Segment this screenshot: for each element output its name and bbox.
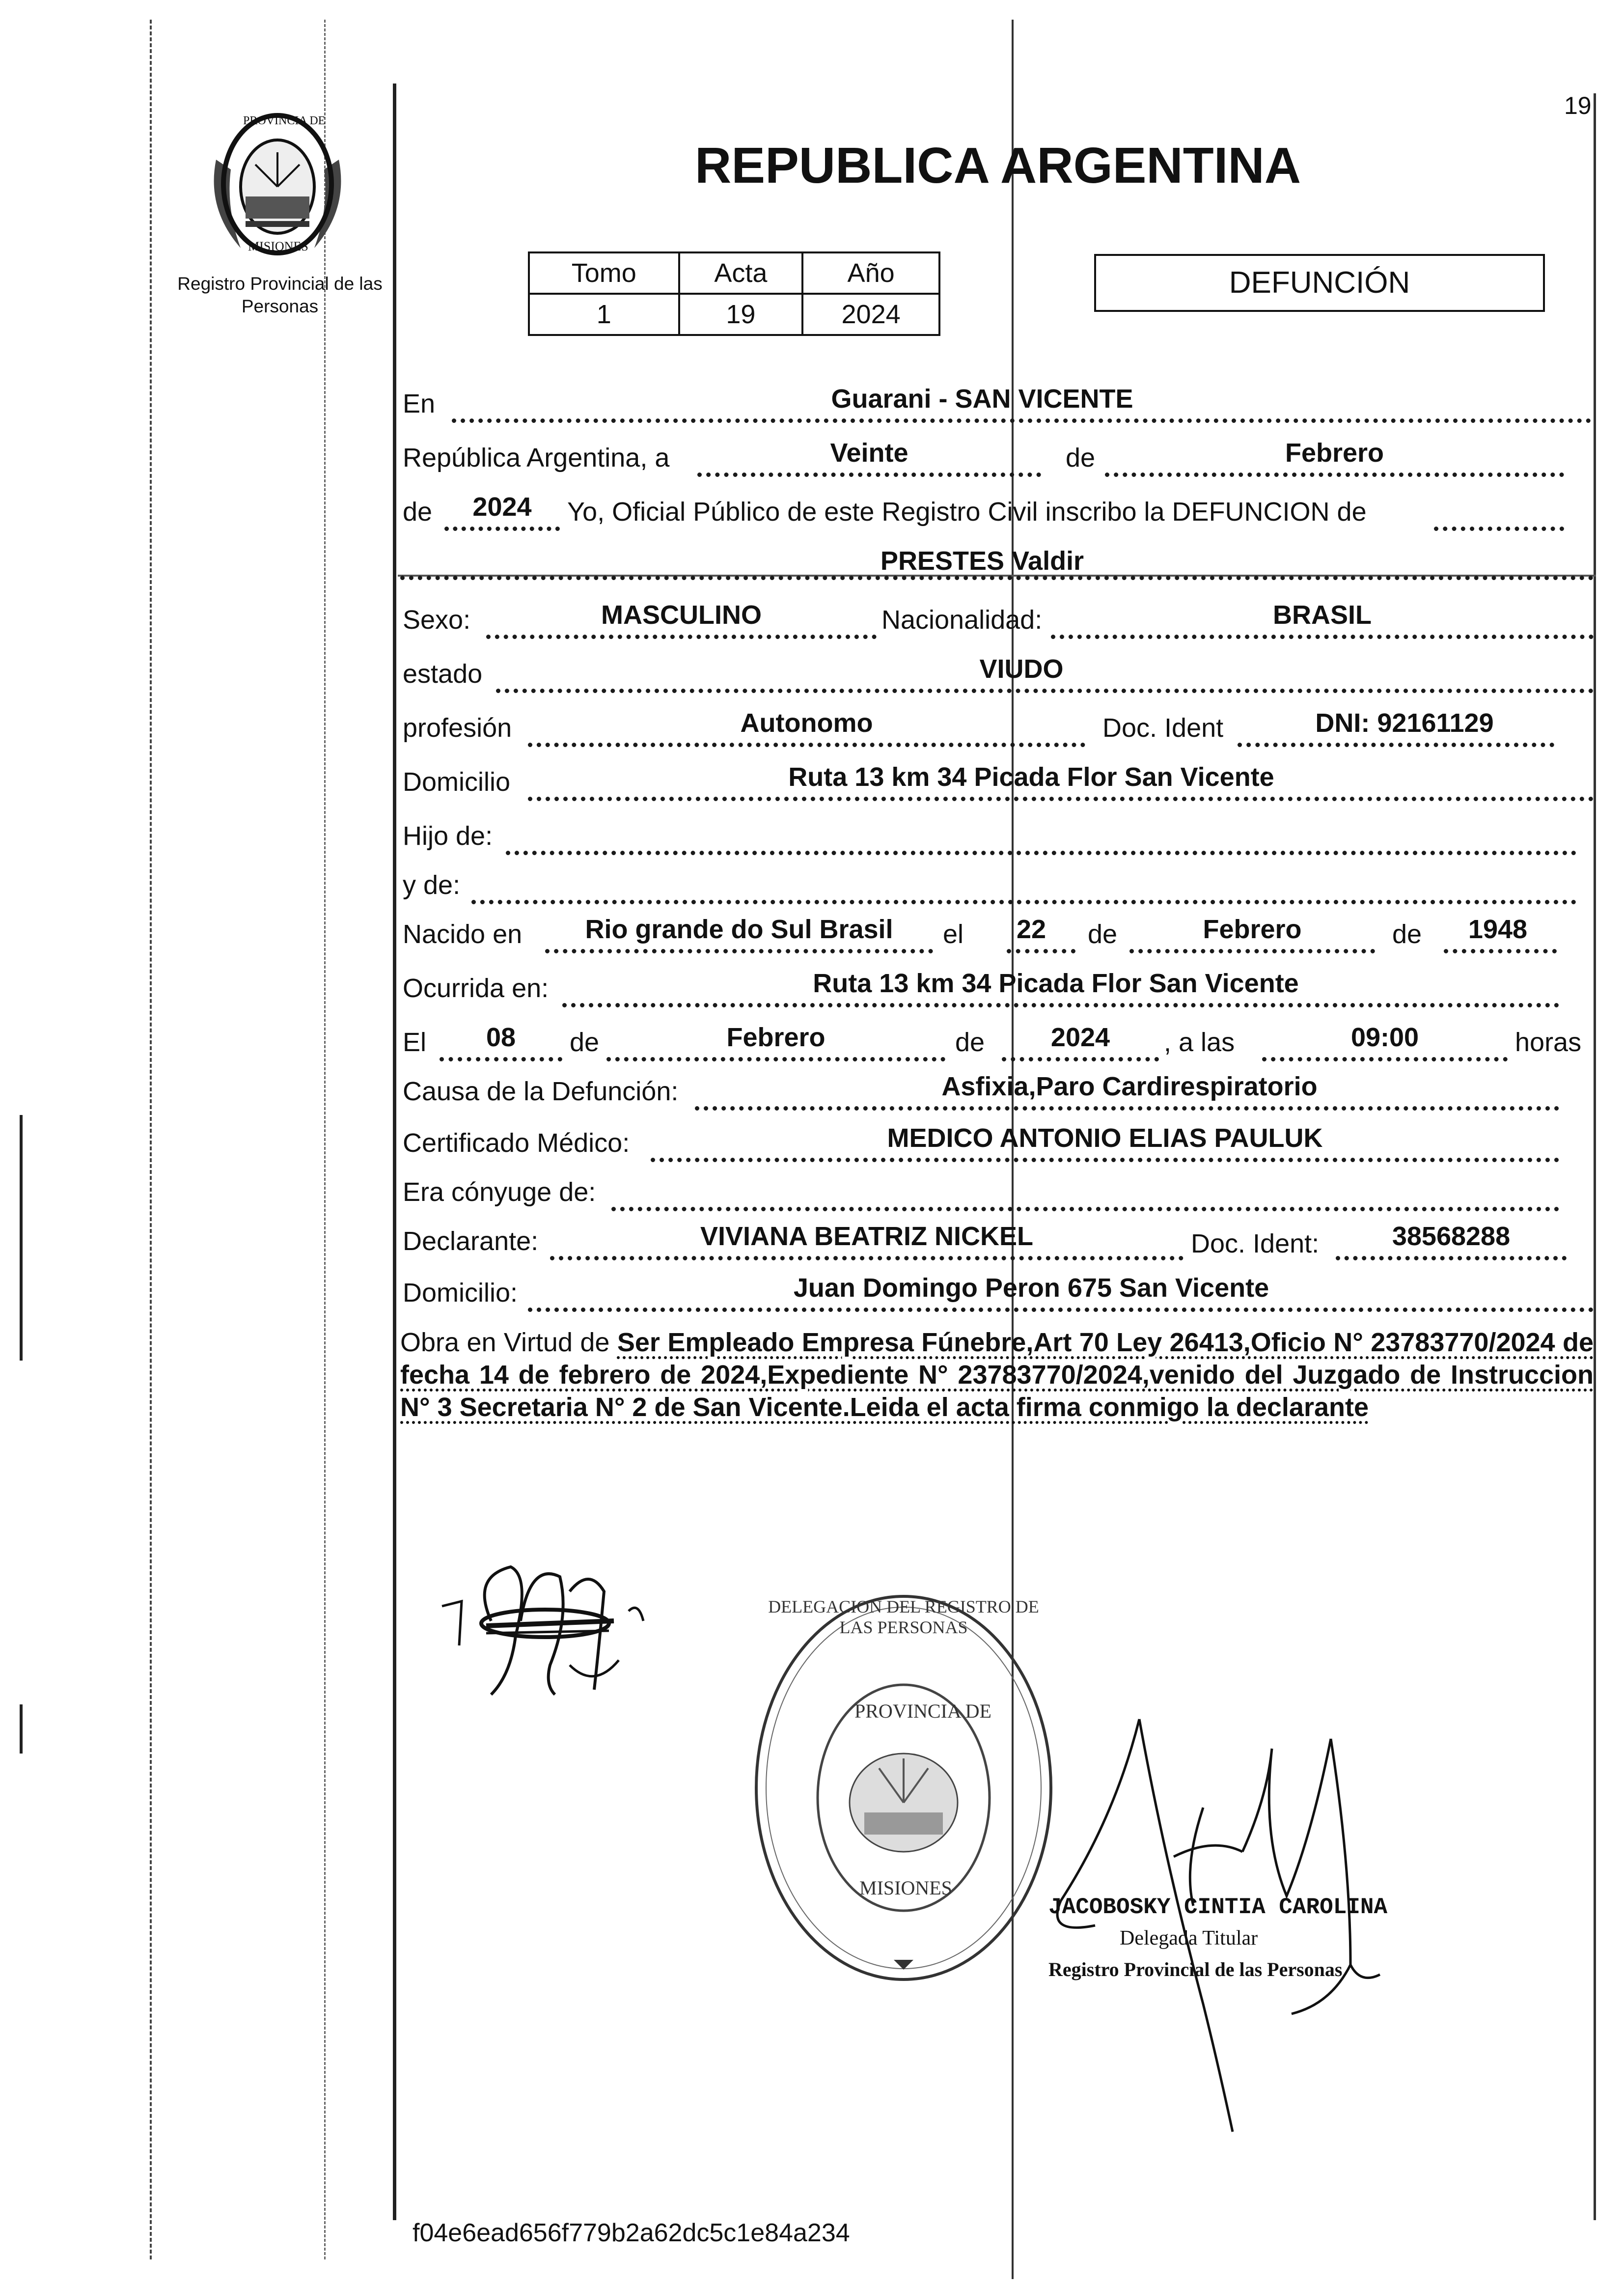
death-time-dots	[1262, 1057, 1508, 1061]
causa-value: Asfixia,Paro Cardirespiratorio	[941, 1072, 1318, 1101]
ocurrida-dots	[562, 1003, 1559, 1007]
obra-label: Obra en Virtud de	[400, 1328, 610, 1357]
death-year-dots	[1002, 1057, 1159, 1061]
ref-value-acta: 19	[679, 294, 803, 335]
birth-year-dots	[1444, 949, 1557, 953]
profesion-dots	[528, 743, 1085, 747]
estado-label: estado	[403, 659, 483, 689]
left-edge-mark-2	[20, 1704, 23, 1754]
ref-header-tomo: Tomo	[529, 252, 679, 294]
year-dots	[444, 527, 560, 531]
de-label-6: de	[955, 1028, 985, 1057]
doc-dots	[1238, 743, 1554, 747]
el-label: el	[943, 919, 964, 949]
declarante-value: VIVIANA BEATRIZ NICKEL	[700, 1222, 1033, 1251]
ref-header-acta: Acta	[679, 252, 803, 294]
nacido-label: Nacido en	[403, 919, 523, 949]
ref-value-ano: 2024	[802, 294, 939, 335]
nacionalidad-value: BRASIL	[1273, 600, 1372, 630]
profesion-label: profesión	[403, 713, 512, 743]
left-margin-line	[150, 20, 152, 2259]
obra-value: Ser Empleado Empresa Fúnebre,Art 70 Ley 26413,Oficio N° 23783770/2024 de fecha 14 de febrero de 2024,Expediente N° 23783770/2024,venido del Juzgado de Instruccion N° 3 Secretaria N° 2 de San Vicente.Leida el acta firma conmigo la declarante	[400, 1328, 1594, 1422]
el2-label: El	[403, 1028, 427, 1057]
death-day-dots	[440, 1057, 562, 1061]
day-dots	[697, 473, 1041, 477]
inscribo-dots	[1434, 527, 1564, 531]
footer-hash: f04e6ead656f779b2a62dc5c1e84a234	[413, 2219, 850, 2247]
birth-month-dots	[1129, 949, 1375, 953]
alas-label: , a las	[1164, 1028, 1235, 1057]
logo-caption: Registro Provincial de las Personas	[177, 274, 383, 316]
death-month: Febrero	[726, 1023, 826, 1052]
day-word: Veinte	[830, 438, 908, 468]
hijo-label: Hijo de:	[403, 821, 493, 851]
doc-value: DNI: 92161129	[1315, 708, 1494, 738]
year-value: 2024	[472, 492, 532, 522]
nacido-dots	[545, 949, 933, 953]
doc2-dots	[1336, 1256, 1567, 1260]
delegation-stamp: PROVINCIA DE MISIONES DELEGACION DEL REGISTRO DE LAS PERSONAS	[746, 1587, 1061, 1989]
certificado-value: MEDICO ANTONIO ELIAS PAULUK	[887, 1123, 1323, 1153]
ocurrida-label: Ocurrida en:	[403, 974, 549, 1003]
official-name: JACOBOSKY CINTIA CAROLINA	[1048, 1894, 1388, 1920]
en-dots	[452, 418, 1591, 423]
death-time: 09:00	[1350, 1023, 1419, 1052]
certificado-label: Certificado Médico:	[403, 1128, 630, 1158]
estado-value: VIUDO	[979, 654, 1064, 684]
page-number: 19	[1564, 92, 1592, 119]
doc2-value: 38568288	[1392, 1222, 1511, 1251]
birth-day: 22	[1016, 915, 1046, 944]
certificado-dots	[651, 1158, 1559, 1162]
birth-month: Febrero	[1203, 915, 1302, 944]
doc2-label: Doc. Ident:	[1191, 1229, 1320, 1258]
month-value: Febrero	[1285, 438, 1384, 468]
birth-day-dots	[1007, 949, 1075, 953]
estado-dots	[496, 689, 1594, 693]
causa-dots	[695, 1106, 1559, 1111]
inscribo-text: Yo, Oficial Público de este Registro Civil inscribo la DEFUNCION de	[567, 497, 1367, 527]
conyuge-dots	[611, 1207, 1559, 1211]
domicilio-dots	[528, 797, 1594, 801]
causa-label: Causa de la Defunción:	[403, 1077, 679, 1106]
left-margin-line-2	[324, 20, 326, 2259]
reference-table	[528, 251, 940, 336]
de-label-1: de	[1066, 443, 1096, 473]
sexo-value: MASCULINO	[601, 600, 762, 630]
domicilio2-label: Domicilio:	[403, 1278, 518, 1308]
doc-label: Doc. Ident	[1102, 713, 1224, 743]
left-border-line	[393, 84, 396, 2220]
declarante-label: Declarante:	[403, 1226, 539, 1256]
ref-header-ano: Año	[802, 252, 939, 294]
conyuge-label: Era cónyuge de:	[403, 1177, 596, 1207]
horas-label: horas	[1515, 1028, 1582, 1057]
domicilio-label: Domicilio	[403, 767, 511, 797]
record-type-box: DEFUNCIÓN	[1094, 254, 1545, 312]
declarant-signature	[432, 1547, 688, 1704]
nacido-value: Rio grande do Sul Brasil	[585, 915, 893, 944]
right-border-line	[1594, 93, 1596, 2220]
official-office: Registro Provincial de las Personas	[1048, 1958, 1343, 1980]
name-dots	[400, 576, 1594, 580]
de-label-4: de	[1392, 919, 1422, 949]
en-label: En	[403, 389, 436, 418]
province-seal-logo: PROVINCIA DE MISIONES	[196, 101, 358, 263]
obra-paragraph	[400, 1326, 1594, 1423]
domicilio2-value: Juan Domingo Peron 675 San Vicente	[793, 1273, 1269, 1303]
death-year: 2024	[1050, 1023, 1110, 1052]
en-value: Guarani - SAN VICENTE	[831, 384, 1133, 414]
month-dots	[1105, 473, 1564, 477]
domicilio-value: Ruta 13 km 34 Picada Flor San Vicente	[788, 762, 1274, 792]
yde-label: y de:	[403, 870, 461, 900]
sexo-label: Sexo:	[403, 605, 471, 635]
document-title: REPUBLICA ARGENTINA	[695, 137, 1301, 194]
death-month-dots	[606, 1057, 945, 1061]
death-day: 08	[486, 1023, 516, 1052]
nacionalidad-label: Nacionalidad:	[881, 605, 1043, 635]
de-label-2: de	[403, 497, 433, 527]
hijo-dots	[506, 851, 1576, 855]
left-edge-mark	[20, 1115, 23, 1361]
republica-label: República Argentina, a	[403, 443, 670, 473]
yde-dots	[471, 900, 1576, 904]
de-label-3: de	[1088, 919, 1118, 949]
birth-year: 1948	[1468, 915, 1528, 944]
profesion-value: Autonomo	[740, 708, 873, 738]
declarante-dots	[550, 1256, 1184, 1260]
sexo-dots	[486, 635, 877, 639]
ref-value-tomo: 1	[529, 294, 679, 335]
domicilio2-dots	[528, 1308, 1594, 1312]
official-role: Delegada Titular	[1120, 1927, 1258, 1950]
ocurrida-value: Ruta 13 km 34 Picada Flor San Vicente	[813, 969, 1299, 998]
de-label-5: de	[570, 1028, 600, 1057]
deceased-name: PRESTES Valdir	[880, 546, 1084, 576]
nacionalidad-dots	[1051, 635, 1594, 639]
